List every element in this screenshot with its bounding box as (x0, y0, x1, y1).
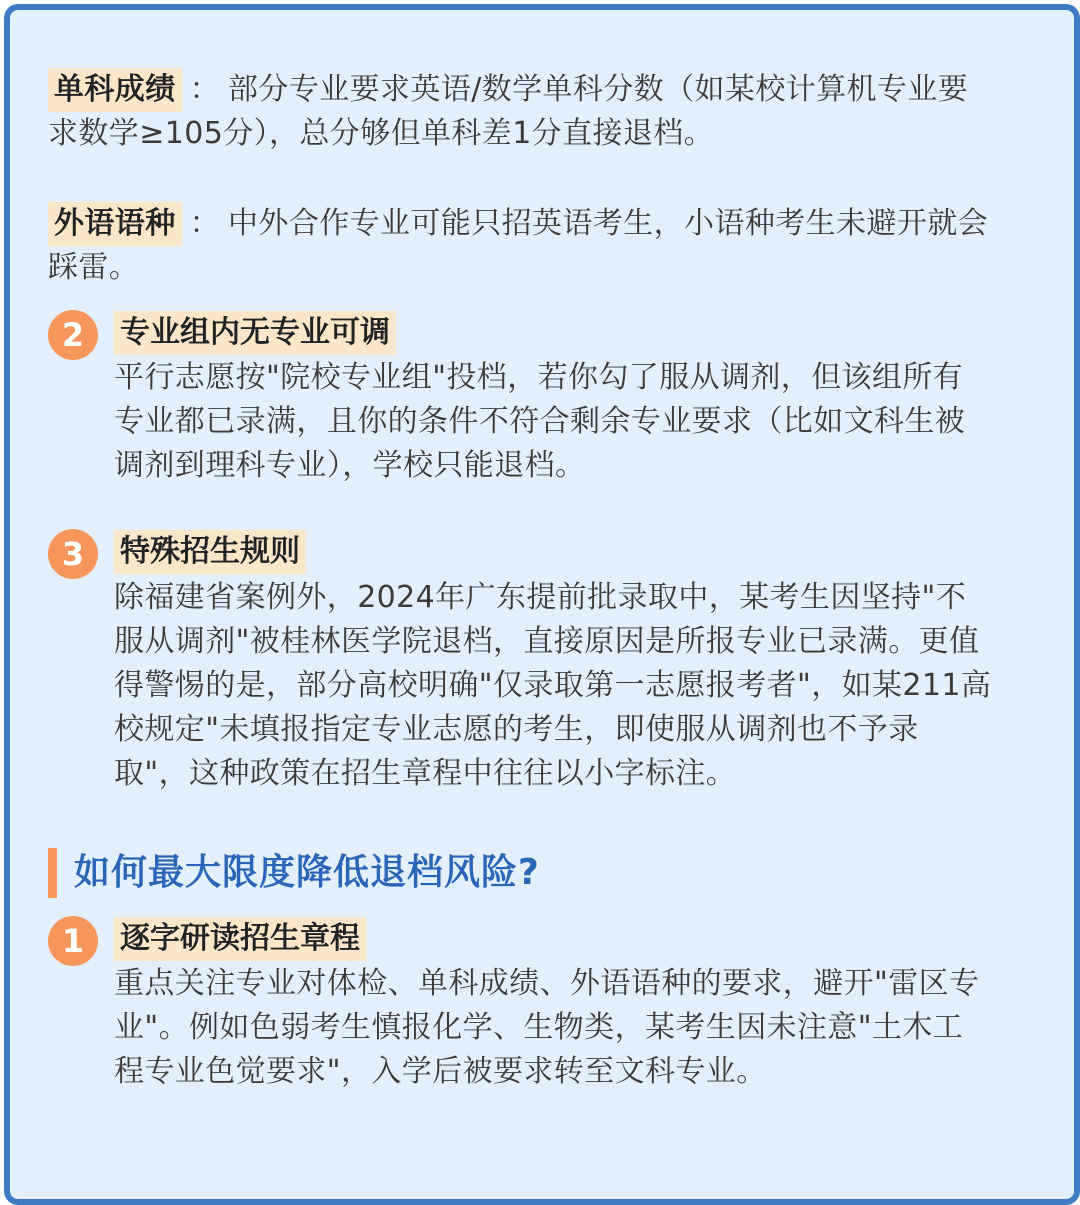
number-badge: 3 (48, 529, 98, 579)
intro-text-line: 部分专业要求英语/数学单科分数（如某校计算机专业要 (228, 72, 969, 107)
tip-line: 业"。例如色弱考生慎报化学、生物类，某考生因未注意"土木工 (114, 1010, 964, 1045)
intro-text-line: 求数学≥105分），总分够但单科差1分直接退档。 (48, 116, 715, 151)
tip-line: 重点关注专业对体检、单科成绩、外语语种的要求，避开"雷区专 (114, 966, 980, 1001)
reason-title: 特殊招生规则 (114, 530, 306, 574)
intro-text-line: 中外合作专业可能只招英语考生，小语种考生未避开就会 (228, 206, 989, 241)
tip-line: 程专业色觉要求"，入学后被要求转至文科专业。 (114, 1054, 767, 1089)
reason-line: 除福建省案例外，2024年广东提前批录取中，某考生因坚持"不 (114, 580, 967, 615)
section-title: 如何最大限度降低退档风险? (74, 852, 540, 893)
intro-colon: ： (189, 72, 221, 107)
intro-item-single-subject (48, 68, 1038, 156)
reason-body (114, 356, 1044, 488)
intro-text-line: 踩雷。 (48, 250, 140, 285)
intro-colon: ： (189, 206, 221, 241)
reason-title: 专业组内无专业可调 (114, 311, 396, 355)
tip-title: 逐字研读招生章程 (114, 917, 366, 961)
reason-line: 取"，这种政策在招生章程中往往以小字标注。 (114, 756, 737, 791)
intro-item-language (48, 202, 1038, 290)
number-badge: 1 (48, 916, 98, 966)
reason-line: 得警惕的是，部分高校明确"仅录取第一志愿报考者"，如某211高 (114, 668, 992, 703)
intro-label-language: 外语语种 (48, 202, 182, 246)
section-title-bar (48, 848, 57, 898)
reason-line: 专业都已录满，且你的条件不符合剩余专业要求（比如文科生被 (114, 404, 966, 439)
intro-label-single-subject: 单科成绩 (48, 68, 182, 112)
reason-line: 服从调剂"被桂林医学院退档，直接原因是所报专业已录满。更值 (114, 624, 980, 659)
reason-line: 平行志愿按"院校专业组"投档，若你勾了服从调剂，但该组所有 (114, 360, 964, 395)
reason-line: 调剂到理科专业），学校只能退档。 (114, 448, 586, 483)
number-badge: 2 (48, 310, 98, 360)
tip-body (114, 962, 1044, 1094)
reason-body (114, 576, 1044, 796)
reason-line: 校规定"未填报指定专业志愿的考生，即使服从调剂也不予录 (114, 712, 919, 747)
